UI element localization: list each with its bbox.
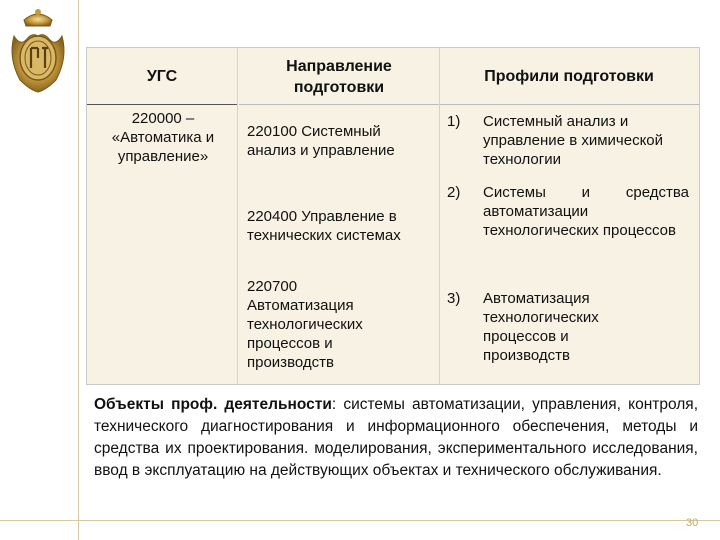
profile-item: Системы и средства автоматизации технологических процессов — [483, 184, 689, 239]
training-table — [86, 47, 700, 385]
profile-number: 2) — [447, 184, 461, 201]
header-divider-left — [87, 104, 237, 105]
profile-item: Системный анализ и управление в химической технологии — [483, 113, 664, 168]
header-ugs: УГС — [146, 68, 178, 85]
ugs-value: 220000 – «Автоматика и управление» — [111, 110, 215, 165]
frame-left-line — [78, 0, 79, 540]
direction-item: 220100 Системный анализ и управление — [247, 123, 395, 159]
column-divider-1 — [237, 48, 238, 384]
header-divider-right — [239, 104, 699, 105]
header-direction: Направление подготовки — [286, 58, 392, 96]
profile-number: 3) — [447, 290, 461, 307]
profile-number: 1) — [447, 113, 461, 130]
objects-label: Объекты проф. деятельности — [94, 396, 332, 413]
frame-bottom-line — [0, 520, 720, 521]
direction-item: 220400 Управление в технических системах — [247, 208, 401, 244]
university-crest-icon — [4, 6, 72, 94]
objects-text: : системы автоматизации, управления, контроля, технического диагностирования и информационного обеспечения, методы и средства их проектирования. моделирования, экспериментального исследования, ввод в эксплуатацию на действующих объектах и технического обслуживания. — [94, 396, 698, 479]
header-profiles: Профили подготовки — [484, 68, 654, 85]
column-divider-2 — [439, 48, 440, 384]
direction-item: 220700 Автоматизация технологических процессов и производств — [247, 278, 363, 371]
professional-objects-paragraph — [94, 394, 698, 482]
profile-item: Автоматизация технологических процессов и производств — [483, 290, 599, 364]
page-number: 30 — [686, 517, 699, 529]
